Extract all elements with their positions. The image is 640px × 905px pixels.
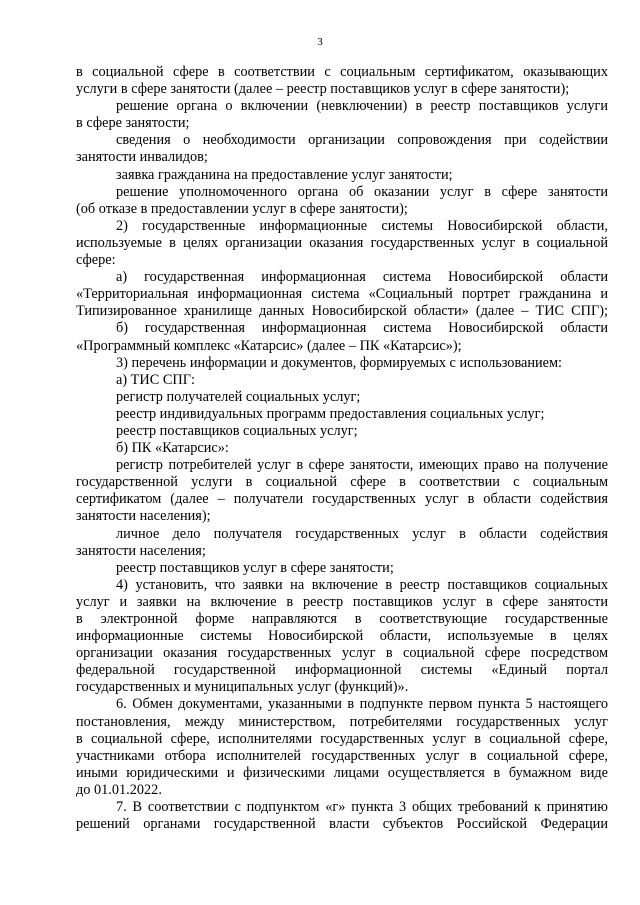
text-line: заявка гражданина на предоставление услуг занятости; [116, 166, 453, 183]
text-line: занятости населения; [76, 542, 206, 559]
text-line: услуг и заявки на включение в реестр поставщиков услуг в сфере занятости [76, 593, 608, 610]
text-line: «Территориальная информационная система «Социальный портрет гражданина и [76, 286, 608, 303]
text-line: занятости инвалидов; [76, 149, 208, 166]
text-line: федеральной государственной информационной системы «Единый портал [76, 662, 608, 679]
text-line: в социальной сфере в соответствии с социальным сертификатом, оказывающих [76, 64, 608, 80]
text-line: иными юридическими и физическими лицами осуществляется в бумажном виде [76, 764, 608, 781]
text-line: услуги в сфере занятости (далее – реестр поставщиков услуг в сфере занятости); [76, 81, 570, 98]
text-line: б) ПК «Катарсис»: [116, 440, 229, 457]
text-line: «Программный комплекс «Катарсис» (далее – ПК «Катарсис»); [76, 337, 462, 354]
text-line: личное дело получателя государственных услуг в области содействия [116, 525, 608, 542]
text-line: а) государственная информационная система Новосибирской области [116, 269, 608, 286]
text-line: сертификатом (далее – получатели государственных услуг в области содействия [76, 491, 608, 508]
text-line: 6. Обмен документами, указанными в подпункте первом пункта 5 настоящего [116, 696, 608, 713]
text-line: используемые в целях организации оказания государственных услуг в социальной [76, 234, 608, 251]
text-line: 7. В соответствии с подпунктом «г» пункта 3 общих требований к принятию [116, 799, 608, 816]
text-line: в социальной сфере, исполнителями государственных услуг в социальной сфере, [76, 730, 608, 747]
text-line: в электронной форме направляются в соответствующие государственные [76, 611, 608, 627]
text-line: государственных и муниципальных услуг (функций)». [76, 679, 409, 696]
document-body [76, 64, 608, 833]
text-line: участниками отбора исполнителей государственных услуг в социальной сфере, [76, 747, 608, 764]
text-line: организации оказания государственных услуг в социальной сфере посредством [76, 645, 608, 662]
text-line: до 01.01.2022. [76, 781, 162, 798]
text-line: в сфере занятости; [76, 115, 190, 132]
text-line: б) государственная информационная система Новосибирской области [116, 320, 608, 337]
text-line: занятости населения); [76, 508, 211, 525]
text-line: информационные системы Новосибирской области, используемые в целях [76, 628, 608, 645]
text-line: решение уполномоченного органа об оказании услуг в сфере занятости [116, 183, 608, 200]
text-line: сведения о необходимости организации сопровождения при содействии [116, 132, 608, 149]
text-line: 2) государственные информационные системы Новосибирской области, [116, 217, 608, 234]
text-line: регистр получателей социальных услуг; [116, 388, 361, 405]
text-line: реестр индивидуальных программ предоставления социальных услуг; [116, 405, 545, 422]
text-line: сфере: [76, 252, 116, 269]
text-line: регистр потребителей услуг в сфере занятости, имеющих право на получение [116, 457, 608, 474]
text-line: 3) перечень информации и документов, формируемых с использованием: [116, 354, 563, 371]
text-line: Типизированное хранилище данных Новосибирской области» (далее – ТИС СПГ); [76, 303, 608, 320]
text-line: (об отказе в предоставлении услуг в сфере занятости); [76, 200, 408, 217]
text-line: 4) установить, что заявки на включение в реестр поставщиков социальных [116, 576, 608, 593]
text-line: государственной услуги в социальной сфере в соответствии с социальным [76, 474, 608, 491]
text-line: а) ТИС СПГ: [116, 371, 195, 388]
text-line: постановления, между министерством, потребителями государственных услуг [76, 713, 608, 730]
text-line: решений органами государственной власти субъектов Российской Федерации [76, 816, 608, 833]
page-number: 3 [317, 36, 323, 48]
text-line: реестр поставщиков социальных услуг; [116, 422, 358, 439]
text-line: реестр поставщиков услуг в сфере занятости; [116, 559, 394, 576]
text-line: решение органа о включении (невключении) в реестр поставщиков услуги [116, 98, 608, 115]
